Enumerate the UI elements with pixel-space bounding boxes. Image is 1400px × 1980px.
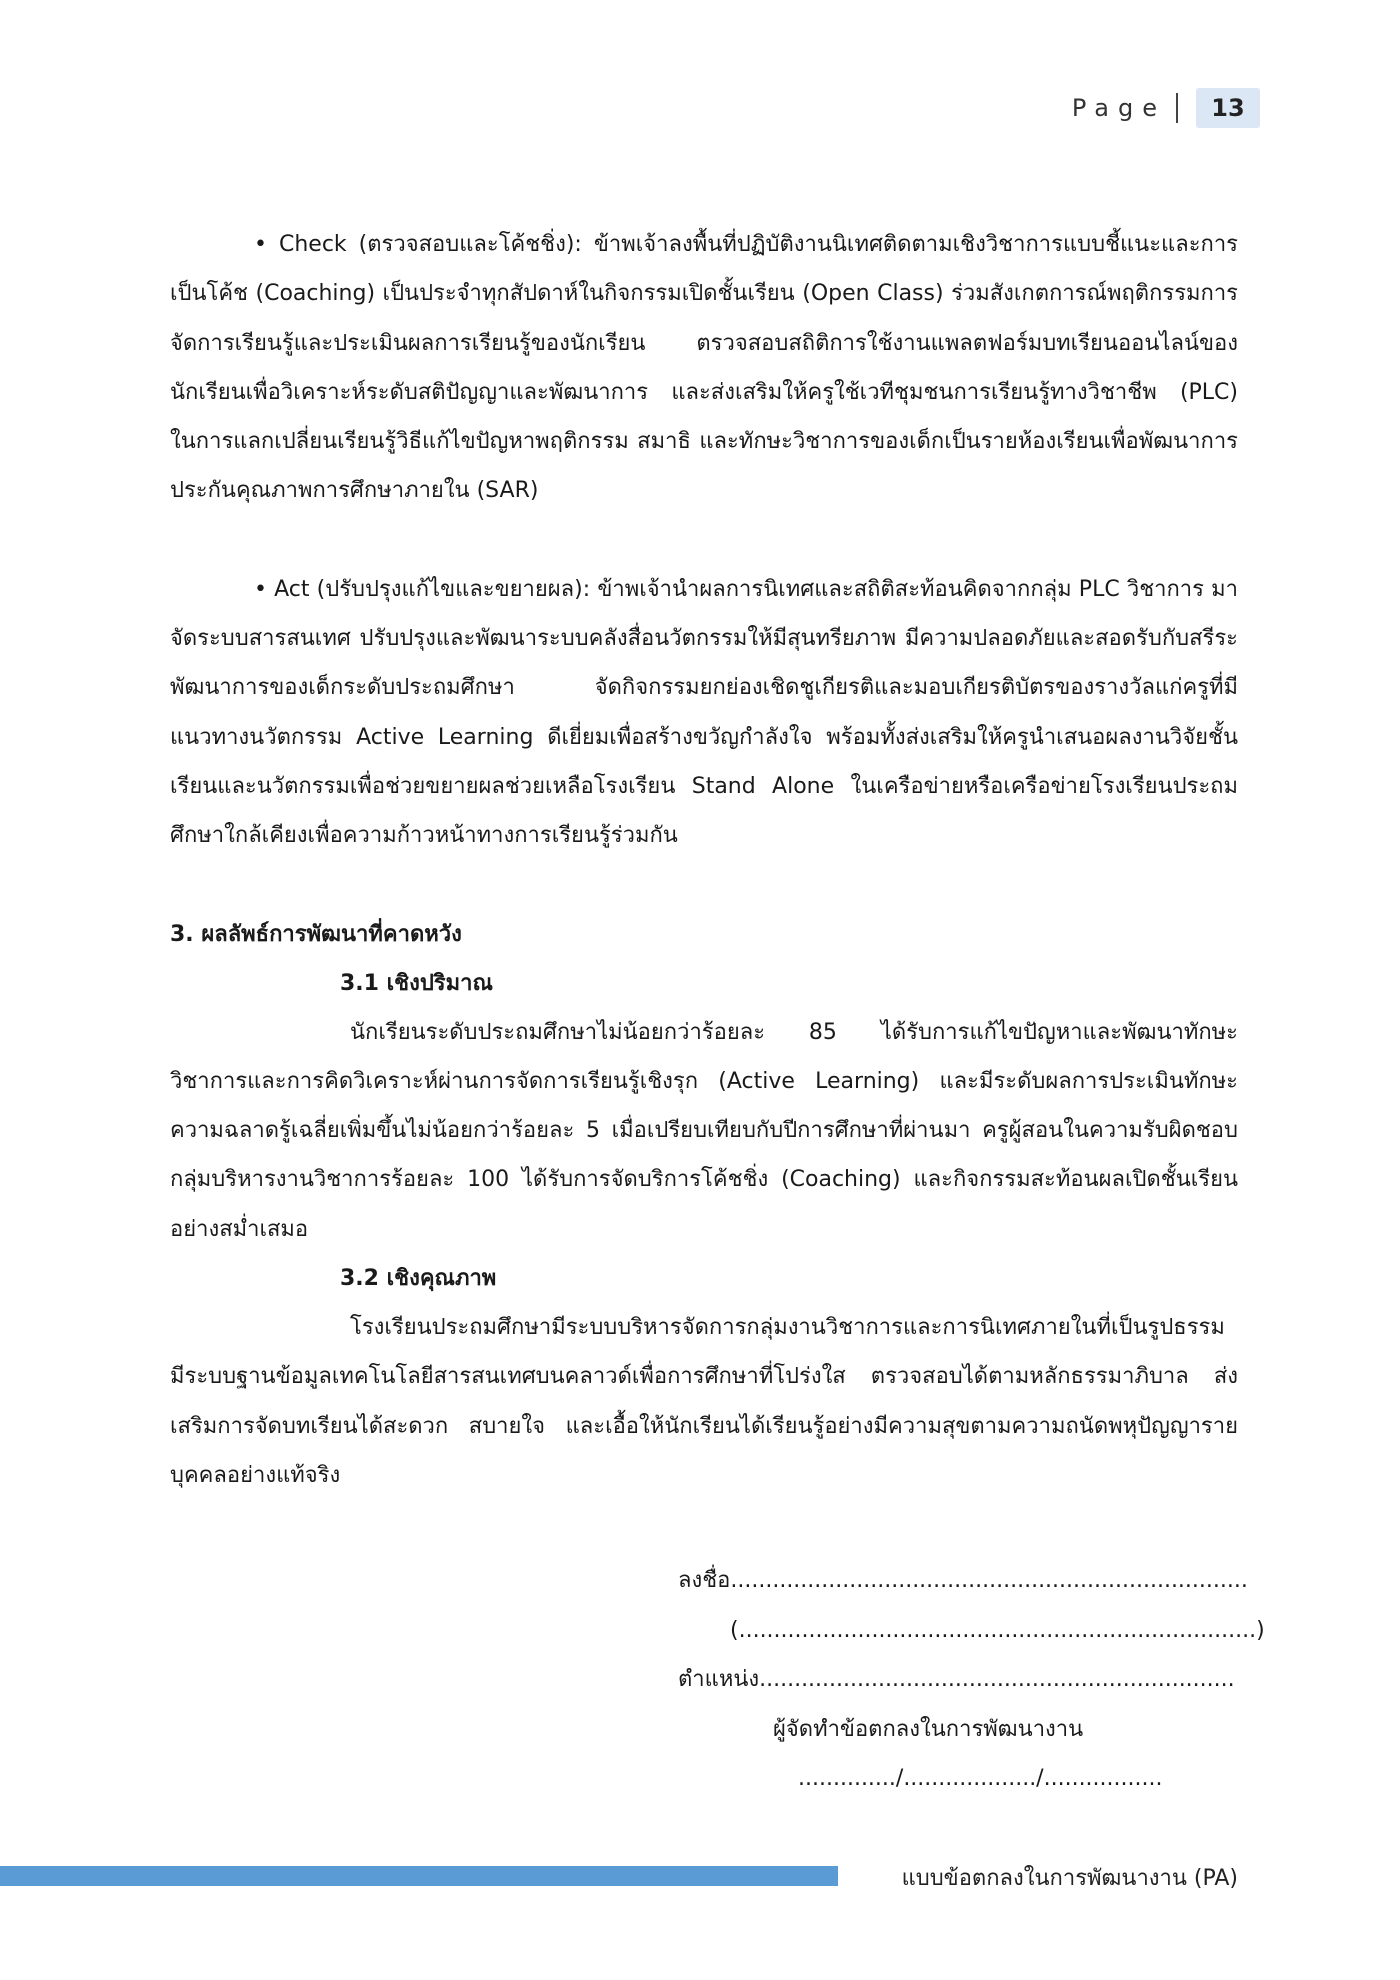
page-number: 13	[1196, 88, 1260, 128]
footer-title: แบบข้อตกลงในการพัฒนางาน (PA)	[901, 1866, 1238, 1891]
name-line: (..........................................................................)	[730, 1617, 1265, 1643]
quality-heading: 3.2 เชิงคุณภาพ	[340, 1266, 497, 1292]
act-paragraph: • Act (ปรับปรุงแก้ไขและขยายผล): ข้าพเจ้านำผลการนิเทศและสถิติสะท้อนคิดจากกลุ่ม PLC วิชาการ มาจัดระบบสารสนเทศ ปรับปรุงและพัฒนาระบบคลังสื่อนวัตกรรมให้มีสุนทรียภาพ มีความปลอดภัยและสอดรับกับสรีระพัฒนาการของเด็กระดับประถมศึกษา จัดกิจกรรมยกย่องเชิดชูเกียรติและมอบเกียรติบัตรของรางวัลแก่ครูที่มีแนวทางนวัตกรรม Active Learning ดีเยี่ยมเพื่อสร้างขวัญกำลังใจ พร้อมทั้งส่งเสริมให้ครูนำเสนอผลงานวิจัยชั้นเรียนและนวัตกรรมเพื่อช่วยขยายผลช่วยเหลือโรงเรียน Stand Alone ในเครือข่ายหรือเครือข่ายโรงเรียนประถมศึกษาใกล้เคียงเพื่อความก้าวหน้าทางการเรียนรู้ร่วมกัน	[170, 576, 1238, 849]
spacer	[170, 516, 1238, 565]
section-heading: 3. ผลลัพธ์การพัฒนาที่คาดหวัง	[170, 921, 462, 947]
signature-block	[678, 1556, 1265, 1804]
quality-paragraph: โรงเรียนประถมศึกษามีระบบบริหารจัดการกลุ่มงานวิชาการและการนิเทศภายในที่เป็นรูปธรรม มีระบบฐานข้อมูลเทคโนโลยีสารสนเทศบนคลาวด์เพื่อการศึกษาที่โปร่งใส ตรวจสอบได้ตามหลักธรรมาภิบาล ส่งเสริมการจัดบทเรียนได้สะดวก สบายใจ และเอื้อให้นักเรียนได้เรียนรู้อย่างมีความสุขตามความถนัดพหุปัญญารายบุคคลอย่างแท้จริง	[170, 1315, 1238, 1488]
position-line: ตำแหน่ง....................................................................	[678, 1667, 1235, 1692]
page-label: Page	[1071, 94, 1166, 122]
quantity-paragraph: นักเรียนระดับประถมศึกษาไม่น้อยกว่าร้อยละ 85 ได้รับการแก้ไขปัญหาและพัฒนาทักษะวิชาการและการคิดวิเคราะห์ผ่านการจัดการเรียนรู้เชิงรุก (Active Learning) และมีระดับผลการประเมินทักษะความฉลาดรู้เฉลี่ยเพิ่มขึ้นไม่น้อยกว่าร้อยละ 5 เมื่อเปรียบเทียบกับปีการศึกษาที่ผ่านมา ครูผู้สอนในความรับผิดชอบกลุ่มบริหารงานวิชาการร้อยละ 100 ได้รับการจัดบริการโค้ชชิ่ง (Coaching) และกิจกรรมสะท้อนผลเปิดชั้นเรียนอย่างสม่ำเสมอ	[170, 1019, 1238, 1242]
sign-line: ลงชื่อ..........................................................................	[678, 1568, 1248, 1593]
document-body	[170, 220, 1238, 1500]
spacer	[170, 861, 1238, 910]
date-line: ............../.................../.................	[798, 1766, 1163, 1791]
page-header	[1072, 88, 1260, 128]
quantity-heading: 3.1 เชิงปริมาณ	[340, 970, 493, 996]
check-paragraph: • Check (ตรวจสอบและโค้ชชิ่ง): ข้าพเจ้าลงพื้นที่ปฏิบัติงานนิเทศติดตามเชิงวิชาการแบบชี้แนะและการเป็นโค้ช (Coaching) เป็นประจำทุกสัปดาห์ในกิจกรรมเปิดชั้นเรียน (Open Class) ร่วมสังเกตการณ์พฤติกรรมการจัดการเรียนรู้และประเมินผลการเรียนรู้ของนักเรียน ตรวจสอบสถิติการใช้งานแพลตฟอร์มบทเรียนออนไลน์ของนักเรียนเพื่อวิเคราะห์ระดับสติปัญญาและพัฒนาการ และส่งเสริมให้ครูใช้เวทีชุมชนการเรียนรู้ทางวิชาชีพ (PLC) ในการแลกเปลี่ยนเรียนรู้วิธีแก้ไขปัญหาพฤติกรรม สมาธิ และทักษะวิชาการของเด็กเป็นรายห้องเรียนเพื่อพัฒนาการประกันคุณภาพการศึกษาภายใน (SAR)	[170, 232, 1238, 504]
page-separator	[1176, 93, 1178, 123]
signer-role: ผู้จัดทำข้อตกลงในการพัฒนางาน	[773, 1716, 1084, 1742]
footer-bar	[0, 1866, 838, 1886]
